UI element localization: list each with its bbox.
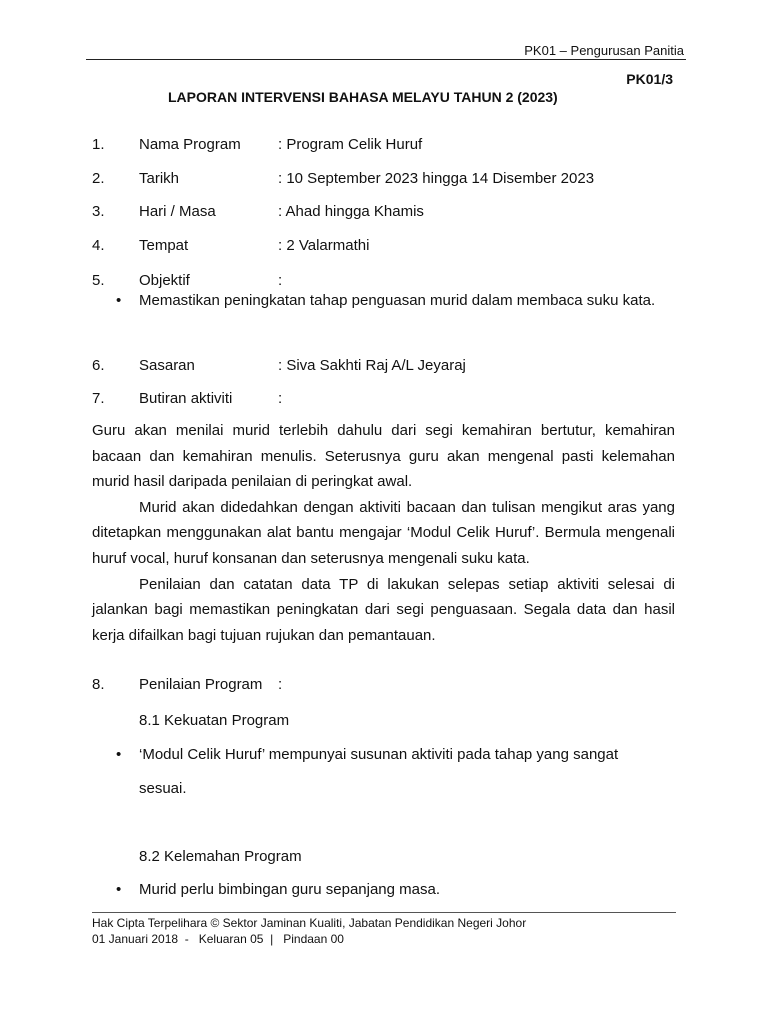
strength-text-line2: sesuai. <box>139 780 187 797</box>
bullet-icon: • <box>116 292 122 309</box>
footer-revision: 01 Januari 2018 - Keluaran 05 | Pindaan 00 <box>92 932 344 946</box>
objective-text: Memastikan peningkatan tahap penguasan murid dalam membaca suku kata. <box>139 292 656 309</box>
item-label: Sasaran <box>139 357 195 374</box>
paragraph-3-text: Penilaian dan catatan data TP di lakukan selepas setiap aktiviti selesai di jalankan bagi memastikan peningkatan dari segi penguasaan. Segala data dan hasil kerja difailkan bagi tujuan rujukan dan pemantauan. <box>92 575 675 644</box>
item-value: : <box>278 272 283 289</box>
item-label: Tempat <box>139 237 189 254</box>
item-number: 8. <box>92 676 105 693</box>
item-label: Nama Program <box>139 136 241 153</box>
weakness-text: Murid perlu bimbingan guru sepanjang masa. <box>139 881 441 898</box>
footer-copyright: Hak Cipta Terpelihara © Sektor Jaminan Kualiti, Jabatan Pendidikan Negeri Johor <box>92 916 527 930</box>
strength-heading: 8.1 Kekuatan Program <box>139 712 290 729</box>
item-label: Hari / Masa <box>139 203 216 220</box>
item-number: 2. <box>92 170 105 187</box>
paragraph-2 <box>92 495 675 572</box>
paragraph-2-text: Murid akan didedahkan dengan aktiviti bacaan dan tulisan mengikut aras yang ditetapkan menggunakan alat bantu mengajar ‘Modul Celik Huruf’. Bermula mengenali huruf vocal, huruf konsanan dan seterusnya mengenali suku kata. <box>92 498 675 567</box>
item-number: 3. <box>92 203 105 220</box>
footer-divider <box>92 912 676 913</box>
item-value: : Program Celik Huruf <box>278 136 423 153</box>
item-value: : 10 September 2023 hingga 14 Disember 2023 <box>278 170 595 187</box>
strength-text-line1: ‘Modul Celik Huruf’ mempunyai susunan aktiviti pada tahap yang sangat <box>139 746 619 763</box>
weakness-heading: 8.2 Kelemahan Program <box>139 848 302 865</box>
item-number: 1. <box>92 136 105 153</box>
item-value: : <box>278 676 283 693</box>
header-text: PK01 – Pengurusan Panitia <box>524 43 684 58</box>
bullet-icon: • <box>116 746 122 763</box>
item-label: Tarikh <box>139 170 180 187</box>
header-divider <box>86 59 686 60</box>
paragraph-1: Guru akan menilai murid terlebih dahulu dari segi kemahiran bertutur, kemahiran bacaan dan kemahiran menulis. Seterusnya guru akan mengenal pasti kelemahan murid hasil daripada penilaian di peringkat awal. <box>92 422 675 491</box>
item-value: : Siva Sakhti Raj A/L Jeyaraj <box>278 357 466 374</box>
activity-description <box>92 418 675 648</box>
item-value: : Ahad hingga Khamis <box>278 203 424 220</box>
item-number: 4. <box>92 237 105 254</box>
item-label: Butiran aktiviti <box>139 390 233 407</box>
item-value: : 2 Valarmathi <box>278 237 370 254</box>
item-number: 5. <box>92 272 105 289</box>
document-title: LAPORAN INTERVENSI BAHASA MELAYU TAHUN 2 (2023) <box>168 89 558 105</box>
item-label: Penilaian Program <box>139 676 263 693</box>
document-code: PK01/3 <box>626 71 673 87</box>
item-number: 7. <box>92 390 105 407</box>
paragraph-3 <box>92 572 675 649</box>
bullet-icon: • <box>116 881 122 898</box>
item-number: 6. <box>92 357 105 374</box>
item-value: : <box>278 390 283 407</box>
item-label: Objektif <box>139 272 190 289</box>
